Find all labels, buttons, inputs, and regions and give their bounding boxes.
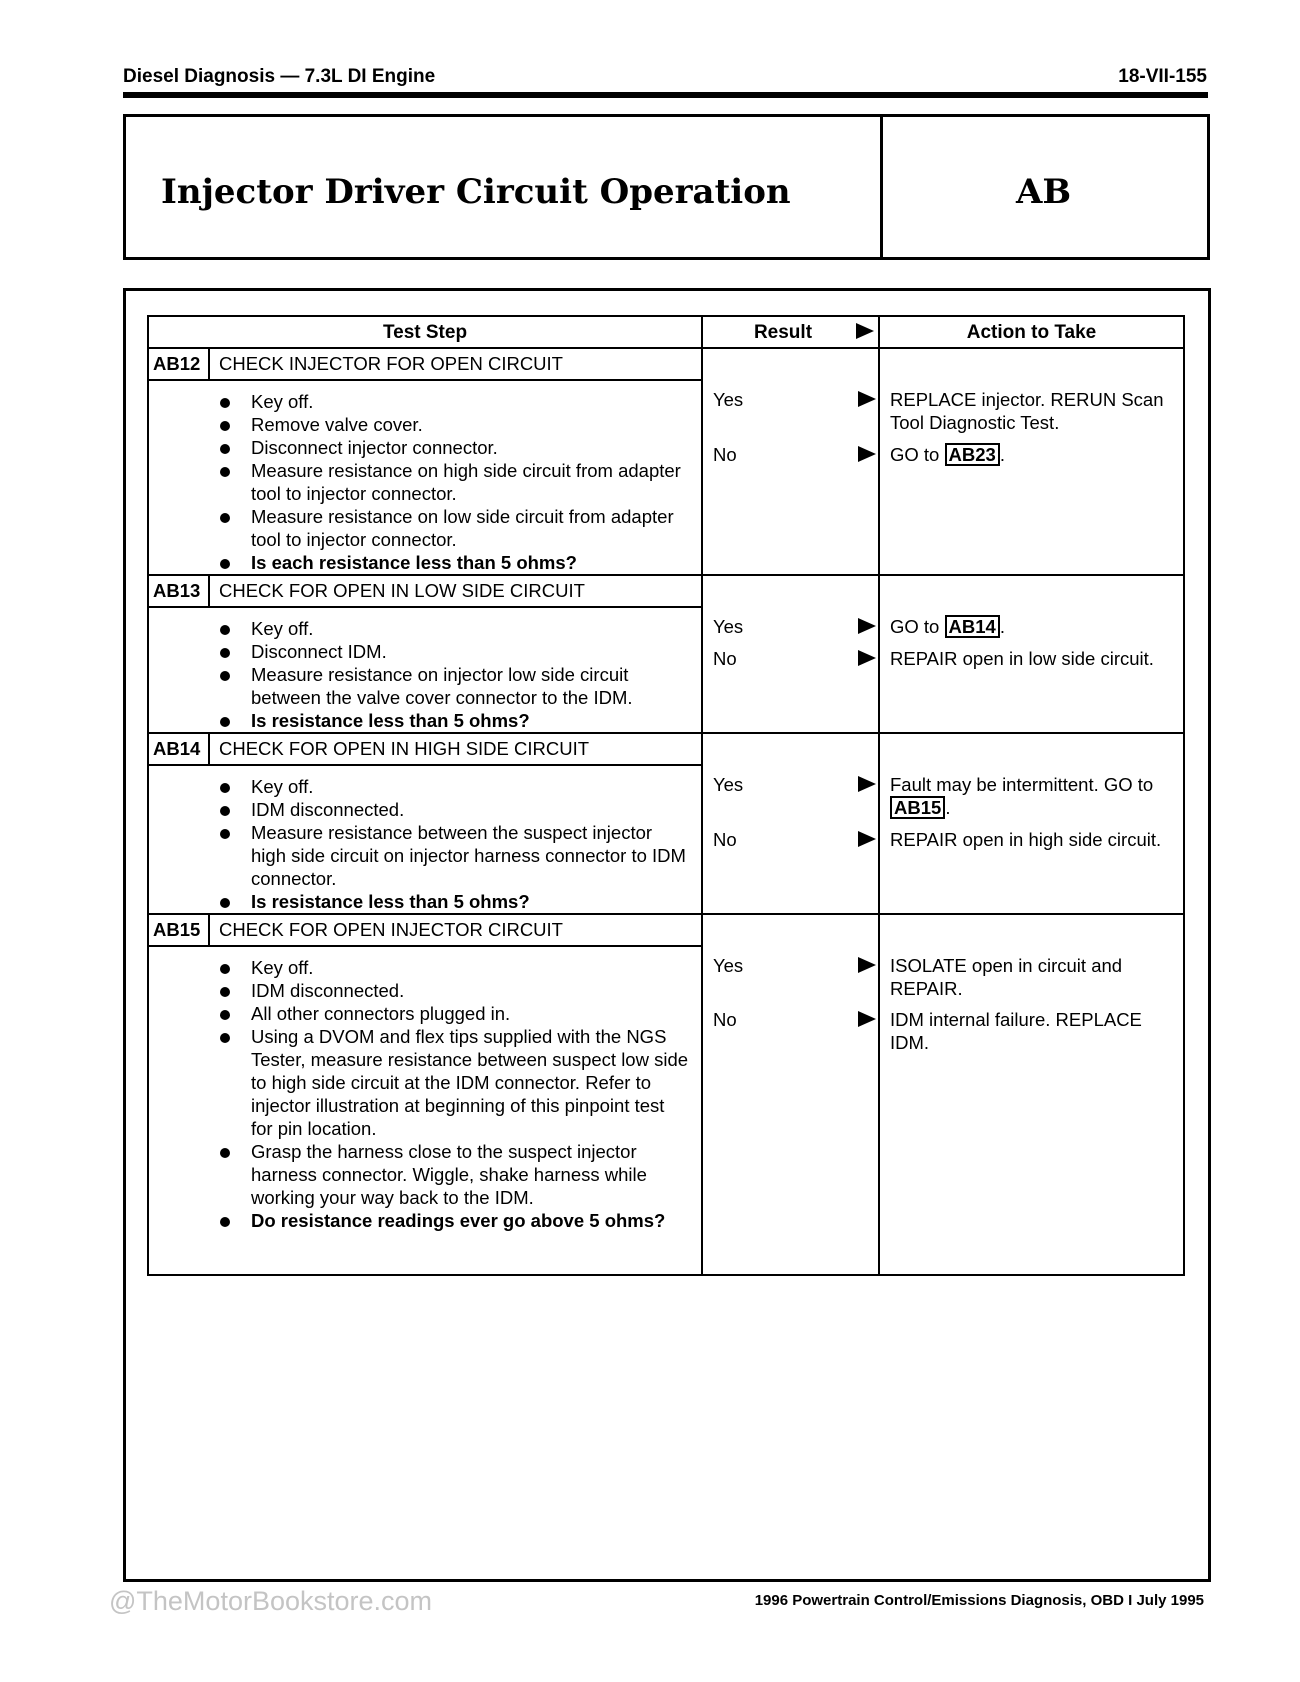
- result-label: Yes: [713, 389, 744, 410]
- action-text: ISOLATE open in circuit and REPAIR.: [890, 955, 1123, 999]
- arrow-icon: [858, 776, 876, 792]
- bullet-item: Key off.: [251, 617, 691, 640]
- test-step-cell: [148, 348, 702, 575]
- action-cell: [879, 575, 1184, 733]
- running-header: [123, 66, 1207, 90]
- bullet-question: Is resistance less than 5 ohms?: [251, 890, 691, 913]
- step-bullets: [149, 608, 701, 732]
- step-id: AB14: [149, 734, 210, 764]
- bullet-item: IDM disconnected.: [251, 979, 691, 1002]
- action-text: REPLACE injector. RERUN Scan Tool Diagnostic Test.: [890, 389, 1164, 433]
- result-cell: [702, 348, 879, 575]
- bullet-item: Measure resistance on injector low side circuit between the valve cover connector to the IDM.: [251, 663, 691, 709]
- result-label: No: [713, 444, 737, 465]
- result-cell: [702, 575, 879, 733]
- step-name: CHECK INJECTOR FOR OPEN CIRCUIT: [219, 353, 563, 374]
- action-text: [890, 615, 1181, 638]
- step-heading: [149, 349, 701, 381]
- step-reference[interactable]: AB23: [945, 443, 1000, 466]
- bullet-item: IDM disconnected.: [251, 798, 691, 821]
- step-heading: [149, 734, 701, 766]
- col-header-result: [702, 316, 879, 348]
- bullet-question: Is resistance less than 5 ohms?: [251, 709, 691, 732]
- step-name: CHECK FOR OPEN INJECTOR CIRCUIT: [219, 919, 563, 940]
- bullet-item: Key off.: [251, 956, 691, 979]
- page-footer: 1996 Powertrain Control/Emissions Diagnosis, OBD I July 1995: [754, 1592, 1204, 1609]
- test-step-cell: [148, 914, 702, 1275]
- arrow-icon: [858, 446, 876, 462]
- step-bullets: [149, 947, 701, 1232]
- bullet-item: Using a DVOM and flex tips supplied with the NGS Tester, measure resistance between suspect low side to high side circuit at the IDM connector. Refer to injector illustration at beginning of this pinpoint test for pin location.: [251, 1025, 691, 1140]
- arrow-icon: [858, 831, 876, 847]
- action-cell: [879, 733, 1184, 914]
- result-cell: [702, 914, 879, 1275]
- bullet-item: Measure resistance between the suspect injector high side circuit on injector harness connector to IDM connector.: [251, 821, 691, 890]
- action-prefix: GO to: [890, 616, 940, 637]
- test-step-cell: [148, 575, 702, 733]
- step-bullets: [149, 766, 701, 913]
- bullet-item: Remove valve cover.: [251, 413, 691, 436]
- arrow-icon: [858, 618, 876, 634]
- bullet-item: Grasp the harness close to the suspect injector harness connector. Wiggle, shake harness while working your way back to the IDM.: [251, 1140, 691, 1209]
- step-id: AB12: [149, 349, 210, 379]
- arrow-icon: [858, 650, 876, 666]
- step-id: AB15: [149, 915, 210, 945]
- step-bullets: [149, 381, 701, 574]
- bullet-item: Key off.: [251, 775, 691, 798]
- action-text: IDM internal failure. REPLACE IDM.: [890, 1009, 1142, 1053]
- step-id: AB13: [149, 576, 210, 606]
- header-rule: [123, 92, 1208, 98]
- result-label: Yes: [713, 616, 744, 637]
- watermark: @TheMotorBookstore.com: [109, 1586, 433, 1616]
- title-box: [123, 114, 1210, 260]
- bullet-item: Disconnect IDM.: [251, 640, 691, 663]
- table-row: [148, 733, 1184, 914]
- action-prefix: Fault may be intermittent. GO to: [890, 774, 1154, 795]
- pinpoint-table: [147, 315, 1185, 1276]
- bullet-item: Measure resistance on low side circuit from adapter tool to injector connector.: [251, 505, 691, 551]
- table-row: [148, 914, 1184, 1275]
- result-cell: [702, 733, 879, 914]
- bullet-question: Do resistance readings ever go above 5 ohms?: [251, 1209, 691, 1232]
- table-row: [148, 348, 1184, 575]
- table-header-row: [148, 316, 1184, 348]
- col-header-test-step: Test Step: [148, 316, 702, 348]
- bullet-item: Disconnect injector connector.: [251, 436, 691, 459]
- result-label: No: [713, 1009, 737, 1030]
- col-header-result-label: Result: [753, 322, 813, 343]
- step-reference[interactable]: AB14: [945, 615, 1000, 638]
- page-number: 18-VII-155: [1118, 66, 1207, 87]
- step-name: CHECK FOR OPEN IN HIGH SIDE CIRCUIT: [219, 738, 590, 759]
- action-text: [890, 443, 1181, 466]
- arrow-icon: [858, 391, 876, 407]
- action-text: REPAIR open in low side circuit.: [890, 648, 1154, 669]
- step-reference[interactable]: AB15: [890, 796, 945, 819]
- arrow-icon: [858, 1011, 876, 1027]
- result-label: Yes: [713, 955, 744, 976]
- action-suffix: .: [999, 616, 1005, 637]
- step-heading: [149, 915, 701, 947]
- result-label: No: [713, 648, 737, 669]
- bullet-item: All other connectors plugged in.: [251, 1002, 691, 1025]
- test-code: AB: [1015, 172, 1072, 212]
- step-heading: [149, 576, 701, 608]
- result-label: No: [713, 829, 737, 850]
- action-suffix: .: [945, 797, 951, 818]
- bullet-item: Key off.: [251, 390, 691, 413]
- action-suffix: .: [999, 444, 1005, 465]
- action-cell: [879, 914, 1184, 1275]
- action-text: REPAIR open in high side circuit.: [890, 829, 1162, 850]
- table-row: [148, 575, 1184, 733]
- bullet-item: Measure resistance on high side circuit from adapter tool to injector connector.: [251, 459, 691, 505]
- result-label: Yes: [713, 774, 744, 795]
- arrow-icon: [858, 957, 876, 973]
- action-text: [890, 773, 1181, 819]
- test-step-cell: [148, 733, 702, 914]
- section-title: Diesel Diagnosis — 7.3L DI Engine: [123, 66, 436, 87]
- page-title: Injector Driver Circuit Operation: [161, 172, 791, 212]
- bullet-question: Is each resistance less than 5 ohms?: [251, 551, 691, 574]
- col-header-action: Action to Take: [879, 316, 1184, 348]
- arrow-icon: [856, 323, 874, 339]
- step-name: CHECK FOR OPEN IN LOW SIDE CIRCUIT: [219, 580, 585, 601]
- action-cell: [879, 348, 1184, 575]
- action-prefix: GO to: [890, 444, 940, 465]
